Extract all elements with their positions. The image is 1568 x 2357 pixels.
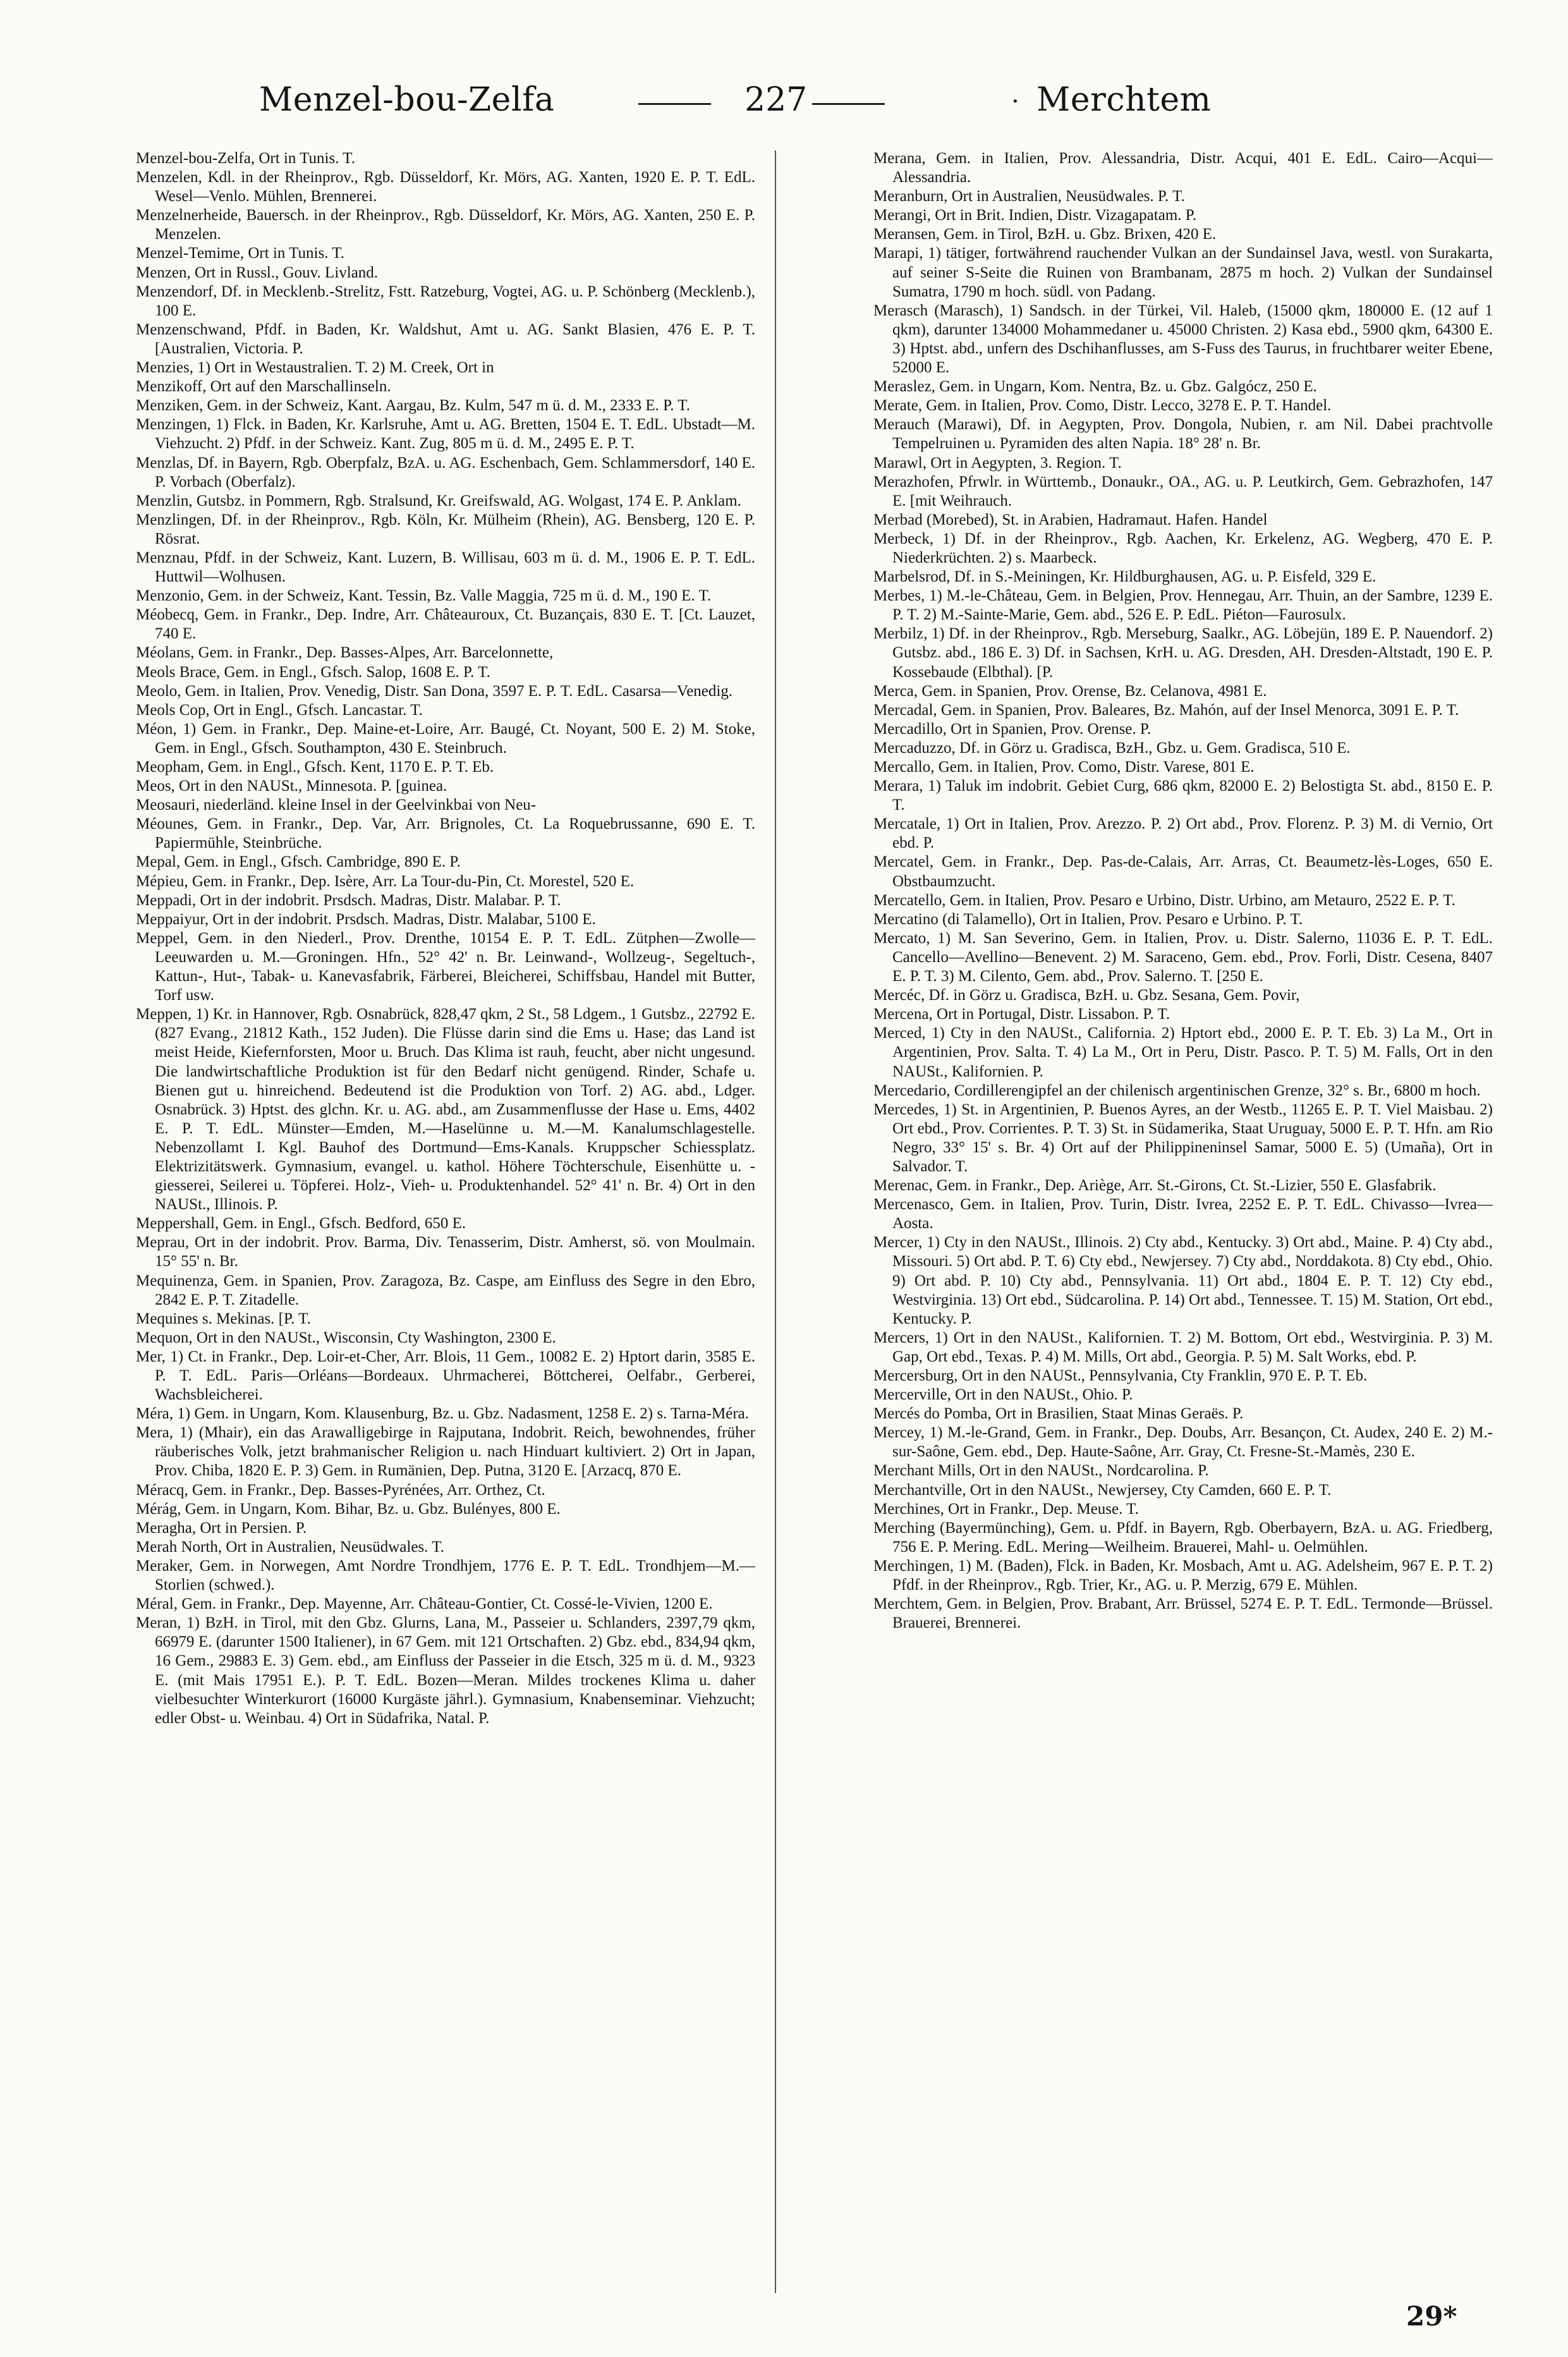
- dictionary-entry: Mercerville, Ort in den NAUSt., Ohio. P.: [873, 1386, 1133, 1404]
- dictionary-entry: Mercenasco, Gem. in Italien, Prov. Turin, Distr. Ivrea, 2252 E. P. T. EdL. Chivasso—Ivrea—Aosta.: [873, 1196, 1493, 1233]
- dictionary-entry: Menziken, Gem. in der Schweiz, Kant. Aargau, Bz. Kulm, 547 m ü. d. M., 2333 E. P. T.: [136, 397, 690, 415]
- dictionary-entry: Meranburn, Ort in Australien, Neusüdwales. P. T.: [873, 188, 1185, 205]
- page-number: 227: [744, 81, 808, 119]
- dictionary-entry: Mérág, Gem. in Ungarn, Kom. Bihar, Bz. u. Gbz. Bulényes, 800 E.: [136, 1500, 561, 1518]
- dictionary-entry: Merah North, Ort in Australien, Neusüdwales. T.: [136, 1538, 444, 1556]
- dictionary-entry: Méral, Gem. in Frankr., Dep. Mayenne, Arr. Château-Gontier, Ct. Cossé-le-Vivien, 1200 E.: [136, 1595, 713, 1613]
- dictionary-entry: Mequinenza, Gem. in Spanien, Prov. Zaragoza, Bz. Caspe, am Einfluss des Segre in den Ebro, 2842 E. P. T. Zitadelle.: [136, 1272, 755, 1308]
- dictionary-entry: Merchines, Ort in Frankr., Dep. Meuse. T.: [873, 1500, 1139, 1518]
- dictionary-entry: Mercaduzzo, Df. in Görz u. Gradisca, BzH., Gbz. u. Gem. Gradisca, 510 E.: [873, 739, 1351, 757]
- dictionary-entry: Meols Brace, Gem. in Engl., Gfsch. Salop, 1608 E. P. T.: [136, 663, 490, 681]
- dictionary-entry: Merenac, Gem. in Frankr., Dep. Ariège, Arr. St.-Girons, Ct. St.-Lizier, 550 E. Glasfabrik.: [873, 1177, 1437, 1195]
- dictionary-entry: Merasch (Marasch), 1) Sandsch. in der Türkei, Vil. Haleb, (15000 qkm, 180000 E. (12 auf 1 qkm), darunter 134000 Mohammedaner u. 45000 Christen. 2) Kasa ebd., 5900 qkm, 64300 E. 3) Hptst. abd., unfern des Dschihanflusses, am S-Fuss des Taurus, in fruchtbarer weiter Ebene, 52000 E.: [873, 301, 1493, 377]
- dictionary-entry: Menzelnerheide, Bauersch. in der Rheinprov., Rgb. Düsseldorf, Kr. Mörs, AG. Xanten, 250 E. P. Menzelen.: [136, 207, 755, 243]
- dictionary-entry: Meraslez, Gem. in Ungarn, Kom. Nentra, Bz. u. Gbz. Galgócz, 250 E.: [873, 378, 1317, 396]
- dictionary-entry: Merbes, 1) M.-le-Château, Gem. in Belgien, Prov. Hennegau, Arr. Thuin, an der Sambre, 1239 E. P. T. 2) M.-Sainte-Marie, Gem. abd., 526 E. P. EdL. Piéton—Faurosulx.: [873, 587, 1493, 624]
- dictionary-entry: Merchant Mills, Ort in den NAUSt., Nordcarolina. P.: [873, 1462, 1209, 1480]
- dictionary-entry: Mercatale, 1) Ort in Italien, Prov. Arezzo. P. 2) Ort abd., Prov. Florenz. P. 3) M. di Vernio, Ort ebd. P.: [873, 815, 1493, 852]
- dictionary-entry: Mercallo, Gem. in Italien, Prov. Como, Distr. Varese, 801 E.: [873, 758, 1255, 776]
- dictionary-entry: Menzel-Temime, Ort in Tunis. T.: [136, 245, 344, 262]
- dictionary-entry: Merauch (Marawi), Df. in Aegypten, Prov. Dongola, Nubien, r. am Nil. Dabei prachtvolle Tempelruinen u. Pyramiden des alten Napia. 18° 28' n. Br.: [873, 416, 1493, 453]
- dictionary-entry: Merate, Gem. in Italien, Prov. Como, Distr. Lecco, 3278 E. P. T. Handel.: [873, 397, 1332, 415]
- dictionary-entry: Merara, 1) Taluk im indobrit. Gebiet Curg, 686 qkm, 82000 E. 2) Belostigta St. abd., 8150 E. P. T.: [873, 777, 1493, 814]
- dictionary-entry: Meragha, Ort in Persien. P.: [136, 1519, 307, 1537]
- dictionary-entry: Mer, 1) Ct. in Frankr., Dep. Loir-et-Cher, Arr. Blois, 11 Gem., 10082 E. 2) Hptort darin, 3585 E. P. T. EdL. Paris—Orléans—Bordeaux. Uhrmacherei, Böttcherei, Oelfabr., Gerberei, Wachsbleicherei.: [136, 1348, 755, 1404]
- dictionary-entry: Menzenschwand, Pfdf. in Baden, Kr. Waldshut, Amt u. AG. Sankt Blasien, 476 E. P. T. [Australien, Victoria. P.: [136, 320, 755, 357]
- dictionary-entry: Menzingen, 1) Flck. in Baden, Kr. Karlsruhe, Amt u. AG. Bretten, 1504 E. T. EdL. Ubstadt—M. Viehzucht. 2) Pfdf. in der Schweiz. Kant. Zug, 805 m ü. d. M., 2495 E. P. T.: [136, 416, 755, 453]
- dictionary-entry: Menzlingen, Df. in der Rheinprov., Rgb. Köln, Kr. Mülheim (Rhein), AG. Bensberg, 120 E. P. Rösrat.: [136, 511, 755, 547]
- right-column: [798, 149, 1493, 2292]
- dictionary-entry: Mequines s. Mekinas. [P. T.: [136, 1310, 311, 1327]
- dictionary-entry: Merbeck, 1) Df. in der Rheinprov., Rgb. Aachen, Kr. Erkelenz, AG. Wegberg, 470 E. P. Niederkrüchten. 2) s. Maarbeck.: [873, 530, 1493, 566]
- dictionary-entry: Mequon, Ort in den NAUSt., Wisconsin, Cty Washington, 2300 E.: [136, 1329, 556, 1346]
- dictionary-entry: Menzonio, Gem. in der Schweiz, Kant. Tessin, Bz. Valle Maggia, 725 m ü. d. M., 190 E. T.: [136, 587, 712, 605]
- dictionary-entry: Menzlin, Gutsbz. in Pommern, Rgb. Stralsund, Kr. Greifswald, AG. Wolgast, 174 E. P. Anklam.: [136, 492, 741, 509]
- dictionary-entry: Meprau, Ort in der indobrit. Prov. Barma, Div. Tenasserim, Distr. Amherst, sö. von Moulmain. 15° 55' n. Br.: [136, 1234, 755, 1270]
- dictionary-entry: Menzlas, Df. in Bayern, Rgb. Oberpfalz, BzA. u. AG. Eschenbach, Gem. Schlammersdorf, 140 E. P. Vorbach (Oberfalz).: [136, 454, 755, 490]
- dictionary-entry: Merbilz, 1) Df. in der Rheinprov., Rgb. Merseburg, Saalkr., AG. Löbejün, 189 E. P. Nauendorf. 2) Gutsbz. abd., 186 E. 3) Df. in Sachsen, KrH. u. AG. Dresden, AH. Dresden-Altstadt, 190 E. P. Kossebaude (Elbthal). [P.: [873, 625, 1493, 681]
- dictionary-entry: Meosauri, niederländ. kleine Insel in der Geelvinkbai von Neu-: [136, 796, 537, 814]
- dictionary-entry: Meppadi, Ort in der indobrit. Prsdsch. Madras, Distr. Malabar. P. T.: [136, 891, 561, 909]
- dictionary-entry: Mercadillo, Ort in Spanien, Prov. Orense. P.: [873, 720, 1152, 738]
- dictionary-entry: Mercena, Ort in Portugal, Distr. Lissabon. P. T.: [873, 1006, 1170, 1023]
- dictionary-entry: Marbelsrod, Df. in S.-Meiningen, Kr. Hildburghausen, AG. u. P. Eisfeld, 329 E.: [873, 568, 1377, 586]
- page-header: [0, 75, 1568, 131]
- dictionary-entry: Mercato, 1) M. San Severino, Gem. in Italien, Prov. u. Distr. Salerno, 11036 E. P. T. EdL. Cancello—Avellino—Benevent. 2) M. Saraceno, Gem. ebd., Prov. Forli, Distr. Cesena, 8407 E. P. T. 3) M. Cilento, Gem. abd., Prov. Salerno. T. [250 E.: [873, 929, 1493, 985]
- dictionary-entry: Meran, 1) BzH. in Tirol, mit den Gbz. Glurns, Lana, M., Passeier u. Schlanders, 2397,79 qkm, 66979 E. (darunter 1500 Italiener), in 67 Gem. mit 121 Ortschaften. 2) Gbz. ebd., 834,94 qkm, 16 Gem., 29883 E. 3) Gem. ebd., am Einfluss der Passeier in die Etsch, 325 m ü. d. M., 9323 E. (mit Mais 17951 E.). P. T. EdL. Bozen—Meran. Mildes trockenes Klima u. daher vielbesuchter Winterkurort (16000 Kurgäste jährl.). Gymnasium, Knabenseminar. Viehzucht; edler Obst- u. Weinbau. 4) Ort in Südafrika, Natal. P.: [136, 1614, 755, 1727]
- dictionary-entry: Meppel, Gem. in den Niederl., Prov. Drenthe, 10154 E. P. T. EdL. Zütphen—Zwolle—Leeuwarden u. M.—Groningen. Hfn., 52° 42' n. Br. Leinwand-, Wollzeug-, Segeltuch-, Kattun-, Hut-, Tabak- u. Kanevasfabrik, Färberei, Bleicherei, Schiffsbau, Handel mit Butter, Torf usw.: [136, 929, 755, 1004]
- dictionary-entry: Mercedario, Cordillerengipfel an der chilenisch argentinischen Grenze, 32° s. Br., 6800 m hoch.: [873, 1081, 1481, 1099]
- dictionary-entry: Meos, Ort in den NAUSt., Minnesota. P. [guinea.: [136, 777, 447, 795]
- dictionary-entry: Merching (Bayermünching), Gem. u. Pfdf. in Bayern, Rgb. Oberbayern, BzA. u. AG. Friedberg, 756 E. P. Mering. EdL. Mering—Weilheim. Brauerei, Mahl- u. Oelmühlen.: [873, 1519, 1493, 1556]
- dictionary-entry: Mercedes, 1) St. in Argentinien, P. Buenos Ayres, an der Westb., 11265 E. P. T. Viel Maisbau. 2) Ort ebd., Prov. Corrientes. P. T. 3) St. in Südamerika, Staat Uruguay, 5000 E. P. T. Hfn. am Rio Negro, 33° 15' s. Br. 4) Ort auf der Philippineninsel Samar, 5000 E. 5) (Umaña), Ort in Salvador. T.: [873, 1100, 1493, 1175]
- dictionary-entry: Meppershall, Gem. in Engl., Gfsch. Bedford, 650 E.: [136, 1215, 466, 1233]
- dictionary-entry: Méon, 1) Gem. in Frankr., Dep. Maine-et-Loire, Arr. Baugé, Ct. Noyant, 500 E. 2) M. Stoke, Gem. in Engl., Gfsch. Southampton, 430 E. Steinbruch.: [136, 720, 755, 757]
- dictionary-entry: Mercer, 1) Cty in den NAUSt., Illinois. 2) Cty abd., Kentucky. 3) Ort abd., Maine. P. 4) Cty abd., Missouri. 5) Ort abd. P. T. 6) Cty ebd., Newjersey. 7) Cty abd., Norddakota. 8) Cty ebd., Ohio. 9) Ort abd. P. 10) Cty abd., Pennsylvania. 11) Ort abd., 1804 E. P. T. 12) Cty ebd., Westvirginia. 13) Ort ebd., Südcarolina. P. 14) Ort abd., Tennessee. T. 15) M. Station, Ort ebd., Kentucky. P.: [873, 1234, 1493, 1327]
- dictionary-entry: Mercers, 1) Ort in den NAUSt., Kalifornien. T. 2) M. Bottom, Ort ebd., Westvirginia. P. 3) M. Gap, Ort ebd., Texas. P. 4) M. Mills, Ort abd., Georgia. P. 5) M. Salt Works, ebd. P.: [873, 1329, 1493, 1365]
- dictionary-entry: Menzies, 1) Ort in Westaustralien. T. 2) M. Creek, Ort in: [136, 359, 494, 377]
- dictionary-entry: Mera, 1) (Mhair), ein das Arawalligebirge in Rajputana, Indobrit. Reich, bewohnendes, früher räuberisches Volk, jetzt brahmanischer Religion u. nach Hinduart kultiviert. 2) Ort in Japan, Prov. Chiba, 1820 E. P. 3) Gem. in Rumänien, Dep. Putna, 3120 E. [Arzacq, 870 E.: [136, 1424, 755, 1480]
- dictionary-entry: Marawl, Ort in Aegypten, 3. Region. T.: [873, 454, 1122, 472]
- dictionary-entry: Menznau, Pfdf. in der Schweiz, Kant. Luzern, B. Willisau, 603 m ü. d. M., 1906 E. P. T. EdL. Huttwil—Wolhusen.: [136, 549, 755, 586]
- dictionary-entry: Marapi, 1) tätiger, fortwährend rauchender Vulkan an der Sundainsel Java, westl. von Surakarta, auf seiner S-Seite die Ruinen von Brambanam, 2875 m hoch. 2) Vulkan der Sundainsel Sumatra, 1790 m hoch. südl. von Padang.: [873, 245, 1493, 300]
- dictionary-entry: Menzel-bou-Zelfa, Ort in Tunis. T.: [136, 150, 355, 167]
- dictionary-entry: Merangi, Ort in Brit. Indien, Distr. Vizagapatam. P.: [873, 207, 1197, 224]
- dictionary-entry: Meraker, Gem. in Norwegen, Amt Nordre Trondhjem, 1776 E. P. T. EdL. Trondhjem—M.—Storlien (schwed.).: [136, 1557, 755, 1594]
- dictionary-entry: Merchingen, 1) M. (Baden), Flck. in Baden, Kr. Mosbach, Amt u. AG. Adelsheim, 967 E. P. T. 2) Pfdf. in der Rheinprov., Rgb. Trier, Kr., AG. u. P. Merzig, 679 E. Mühlen.: [873, 1557, 1493, 1594]
- header-last-word: Merchtem: [1036, 81, 1212, 119]
- signature-mark: 29*: [1406, 2301, 1457, 2332]
- dictionary-entry: Méolans, Gem. in Frankr., Dep. Basses-Alpes, Arr. Barcelonnette,: [136, 644, 554, 662]
- dictionary-entry: Merbad (Morebed), St. in Arabien, Hadramaut. Hafen. Handel: [873, 511, 1268, 528]
- dictionary-entry: Méra, 1) Gem. in Ungarn, Kom. Klausenburg, Bz. u. Gbz. Nadasment, 1258 E. 2) s. Tarna-Méra.: [136, 1405, 750, 1423]
- dictionary-entry: Mépieu, Gem. in Frankr., Dep. Isère, Arr. La Tour-du-Pin, Ct. Morestel, 520 E.: [136, 872, 635, 890]
- dictionary-entry: Meransen, Gem. in Tirol, BzH. u. Gbz. Brixen, 420 E.: [873, 226, 1217, 243]
- dictionary-entry: Menzen, Ort in Russl., Gouv. Livland.: [136, 264, 379, 281]
- dictionary-entry: Méobecq, Gem. in Frankr., Dep. Indre, Arr. Châteauroux, Ct. Buzançais, 830 E. T. [Ct. Lauzet, 740 E.: [136, 606, 755, 643]
- header-dot: ·: [1011, 87, 1019, 116]
- dictionary-entry: Mepal, Gem. in Engl., Gfsch. Cambridge, 890 E. P.: [136, 853, 461, 871]
- dictionary-entry: Merchantville, Ort in den NAUSt., Newjersey, Cty Camden, 660 E. P. T.: [873, 1481, 1332, 1499]
- dictionary-entry: Menzendorf, Df. in Mecklenb.-Strelitz, Fstt. Ratzeburg, Vogtei, AG. u. P. Schönberg (Mecklenb.), 100 E.: [136, 283, 755, 319]
- dictionary-entry: Mercadal, Gem. in Spanien, Prov. Baleares, Bz. Mahón, auf der Insel Menorca, 3091 E. P. T.: [873, 701, 1459, 719]
- dictionary-entry: Meols Cop, Ort in Engl., Gfsch. Lancastar. T.: [136, 701, 423, 719]
- dictionary-entry: Méracq, Gem. in Frankr., Dep. Basses-Pyrénées, Arr. Orthez, Ct.: [136, 1481, 545, 1499]
- header-rule-right: [812, 103, 885, 105]
- dictionary-entry: Meopham, Gem. in Engl., Gfsch. Kent, 1170 E. P. T. Eb.: [136, 758, 494, 776]
- dictionary-entry: Meppen, 1) Kr. in Hannover, Rgb. Osnabrück, 828,47 qkm, 2 St., 58 Ldgem., 1 Gutsbz., 22792 E. (827 Evang., 21812 Kath., 152 Juden). Die Flüsse darin sind die Ems u. Hase; das Land ist meist Heide, Kiefernforsten, Moor u. Bruch. Das Klima ist rauh, feucht, aber nicht ungesund. Die landwirtschaftliche Produktion ist für den Bedarf nicht genügend. Rinder, Schafe u. Bienen gut u. hinreichend. Bedeutend ist die Produktion von Torf. 2) AG. abd., Ldger. Osnabrück. 3) Hptst. des glchn. Kr. u. AG. abd., am Zusammenflusse der Hase u. Ems, 4402 E. P. T. EdL. Münster—Emden, M.—Haselünne u. M.—M. Kanalumschlagestelle. Nebenzollamt I. Kgl. Bauhof des Dortmund—Ems-Kanals. Kruppscher Schiessplatz. Elektrizitätswerk. Gymnasium, evangel. u. kathol. Höhere Töchterschule, Eisenhütte u. -giesserei, Seilerei u. Töpferei. Holz-, Vieh- u. Produktenhandel. 52° 41' n. Br. 4) Ort in den NAUSt., Illinois. P.: [136, 1006, 755, 1214]
- dictionary-entry: Merced, 1) Cty in den NAUSt., California. 2) Hptort ebd., 2000 E. P. T. Eb. 3) La M., Ort in Argentinien, Prov. Salta. T. 4) La M., Ort in Peru, Distr. Pasco. P. T. 5) M. Falls, Ort in den NAUSt., Kalifornien. P.: [873, 1025, 1493, 1080]
- header-first-word: Menzel-bou-Zelfa: [259, 81, 555, 119]
- dictionary-entry: Menzelen, Kdl. in der Rheinprov., Rgb. Düsseldorf, Kr. Mörs, AG. Xanten, 1920 E. P. T. EdL. Wesel—Venlo. Mühlen, Brennerei.: [136, 169, 755, 205]
- dictionary-entry: Merchtem, Gem. in Belgien, Prov. Brabant, Arr. Brüssel, 5274 E. P. T. EdL. Termonde—Brüssel. Brauerei, Brennerei.: [873, 1595, 1493, 1632]
- dictionary-entry: Meolo, Gem. in Italien, Prov. Venedig, Distr. San Dona, 3597 E. P. T. EdL. Casarsa—Venedig.: [136, 682, 733, 700]
- dictionary-entry: Merca, Gem. in Spanien, Prov. Orense, Bz. Celanova, 4981 E.: [873, 682, 1267, 700]
- dictionary-entry: Merazhofen, Pfrwlr. in Württemb., Donaukr., OA., AG. u. P. Leutkirch, Gem. Gebrazhofen, 147 E. [mit Weihrauch.: [873, 473, 1493, 509]
- dictionary-entry: Menzikoff, Ort auf den Marschallinseln.: [136, 378, 391, 396]
- dictionary-entry: Mercéc, Df. in Görz u. Gradisca, BzH. u. Gbz. Sesana, Gem. Povir,: [873, 987, 1300, 1004]
- left-column: [60, 149, 755, 2292]
- dictionary-entry: Mercersburg, Ort in den NAUSt., Pennsylvania, Cty Franklin, 970 E. P. T. Eb.: [873, 1367, 1368, 1384]
- dictionary-entry: Mercatel, Gem. in Frankr., Dep. Pas-de-Calais, Arr. Arras, Ct. Beaumetz-lès-Loges, 650 E. Obstbaumzucht.: [873, 853, 1493, 890]
- dictionary-entry: Meppaiyur, Ort in der indobrit. Prsdsch. Madras, Distr. Malabar, 5100 E.: [136, 910, 596, 928]
- header-rule-left: [638, 103, 711, 105]
- dictionary-entry: Mercés do Pomba, Ort in Brasilien, Staat Minas Geraës. P.: [873, 1405, 1244, 1423]
- dictionary-entry: Merana, Gem. in Italien, Prov. Alessandria, Distr. Acqui, 401 E. EdL. Cairo—Acqui—Alessandria.: [873, 150, 1493, 186]
- dictionary-entry: Méounes, Gem. in Frankr., Dep. Var, Arr. Brignoles, Ct. La Roquebrussanne, 690 E. T. Papiermühle, Steinbrüche.: [136, 815, 755, 852]
- dictionary-entry: Mercey, 1) M.-le-Grand, Gem. in Frankr., Dep. Doubs, Arr. Besançon, Ct. Audex, 240 E. 2) M.-sur-Saône, Gem. ebd., Dep. Haute-Saône, Arr. Gray, Ct. Fresne-St.-Mamès, 230 E.: [873, 1424, 1493, 1461]
- dictionary-entry: Mercatino (di Talamello), Ort in Italien, Prov. Pesaro e Urbino. P. T.: [873, 910, 1303, 928]
- dictionary-entry: Mercatello, Gem. in Italien, Prov. Pesaro e Urbino, Distr. Urbino, am Metauro, 2522 E. P. T.: [873, 891, 1456, 909]
- column-divider: [775, 150, 776, 2293]
